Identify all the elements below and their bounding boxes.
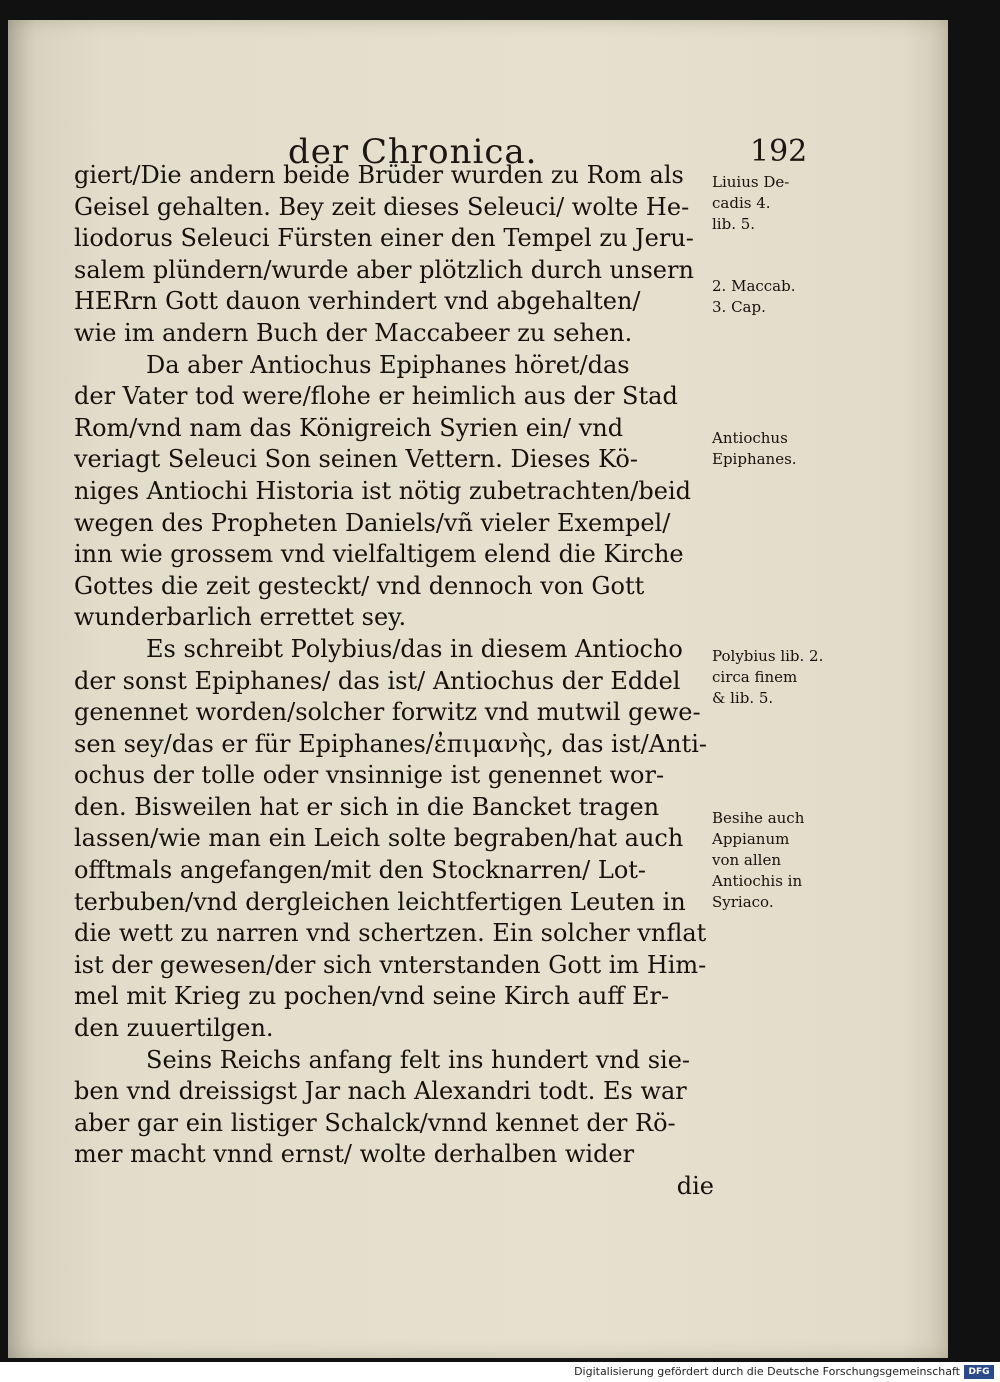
margin-note-line: 3. Cap. xyxy=(712,298,766,316)
text-line: die wett zu narren vnd schertzen. Ein solcher vnflat xyxy=(74,919,707,948)
margin-note-line: lib. 5. xyxy=(712,215,756,233)
margin-note-appianus xyxy=(712,808,804,913)
body-text xyxy=(74,160,714,1203)
text-line: lassen/wie man ein Leich solte begraben/hat auch xyxy=(74,824,684,853)
text-line: salem plündern/wurde aber plötzlich durch unsern xyxy=(74,255,694,284)
running-header-title: der Chronica. xyxy=(288,132,538,172)
margin-note-line: circa finem xyxy=(712,668,798,686)
margin-note-polybius xyxy=(712,646,823,709)
margin-note-line: Syriaco. xyxy=(712,893,774,911)
margin-note-line: Besihe auch xyxy=(712,809,805,827)
margin-note-line: Appianum xyxy=(712,830,790,848)
margin-note-maccabees xyxy=(712,276,796,318)
margin-note-livius xyxy=(712,172,789,235)
text-line: den. Bisweilen hat er sich in die Bancket tragen xyxy=(74,792,660,821)
margin-note-line: Antiochis in xyxy=(712,872,803,890)
page-number: 192 xyxy=(750,134,808,169)
text-line: terbuben/vnd dergleichen leichtfertigen Leuten in xyxy=(74,887,686,916)
margin-note-line: Antiochus xyxy=(712,429,788,447)
text-line: wie im andern Buch der Maccabeer zu sehen. xyxy=(74,318,633,347)
margin-note-antiochus-epiphanes xyxy=(712,428,797,470)
text-line: wunderbarlich errettet sey. xyxy=(74,603,407,632)
text-line: wegen des Propheten Daniels/vñ vieler Exempel/ xyxy=(74,508,671,537)
text-line: Geisel gehalten. Bey zeit dieses Seleuci/ wolte He- xyxy=(74,192,690,221)
text-line: inn wie grossem vnd vielfaltigem elend die Kirche xyxy=(74,540,684,569)
text-line: mer macht vnnd ernst/ wolte derhalben wider xyxy=(74,1140,635,1169)
funding-credit: Digitalisierung gefördert durch die Deutsche Forschungsgemeinschaft xyxy=(574,1365,960,1378)
text-line: die xyxy=(676,1172,714,1200)
text-line: Es schreibt Polybius/das in diesem Antiocho xyxy=(146,634,683,663)
text-line: den zuuertilgen. xyxy=(74,1014,274,1043)
margin-note-line: cadis 4. xyxy=(712,194,771,212)
text-line: liodorus Seleuci Fürsten einer den Tempel zu Jeru- xyxy=(74,224,694,253)
text-line: Gottes die zeit gesteckt/ vnd dennoch von Gott xyxy=(74,571,645,600)
text-line: der sonst Epiphanes/ das ist/ Antiochus der Eddel xyxy=(74,666,681,695)
text-line: sen sey/das er für Epiphanes/ἐπιμανὴς, das ist/Anti- xyxy=(74,729,707,758)
text-line: aber gar ein listiger Schalck/vnnd kennet der Rö- xyxy=(74,1108,676,1137)
footer-bar xyxy=(0,1362,1000,1382)
text-line: veriagt Seleuci Son seinen Vettern. Dieses Kö- xyxy=(74,445,638,474)
text-line: der Vater tod were/flohe er heimlich aus der Stad xyxy=(74,382,678,411)
text-line: offtmals angefangen/mit den Stocknarren/ Lot- xyxy=(74,856,647,885)
text-line: Da aber Antiochus Epiphanes höret/das xyxy=(146,350,630,379)
text-line: ochus der tolle oder vnsinnige ist genennet wor- xyxy=(74,761,665,790)
margin-note-line: & lib. 5. xyxy=(712,689,774,707)
text-line: Seins Reichs anfang felt ins hundert vnd sie- xyxy=(146,1045,691,1074)
margin-note-line: Epiphanes. xyxy=(712,450,797,468)
text-line: Rom/vnd nam das Königreich Syrien ein/ vnd xyxy=(74,413,624,442)
text-line: genennet worden/solcher forwitz vnd mutwil gewe- xyxy=(74,698,701,727)
margin-note-line: von allen xyxy=(712,851,782,869)
margin-note-line: Polybius lib. 2. xyxy=(712,647,824,665)
margin-note-line: 2. Maccab. xyxy=(712,277,796,295)
text-line: mel mit Krieg zu pochen/vnd seine Kirch auff Er- xyxy=(74,982,670,1011)
text-line: ist der gewesen/der sich vnterstanden Gott im Him- xyxy=(74,950,707,979)
text-line: niges Antiochi Historia ist nötig zubetrachten/beid xyxy=(74,476,691,505)
text-line: HERrn Gott dauon verhindert vnd abgehalten/ xyxy=(74,287,641,316)
margin-note-line: Liuius De- xyxy=(712,173,790,191)
text-line: giert/Die andern beide Brüder wurden zu Rom als xyxy=(74,161,684,189)
dfg-logo: DFG xyxy=(964,1365,994,1379)
text-line: ben vnd dreissigst Jar nach Alexandri todt. Es war xyxy=(74,1077,687,1106)
